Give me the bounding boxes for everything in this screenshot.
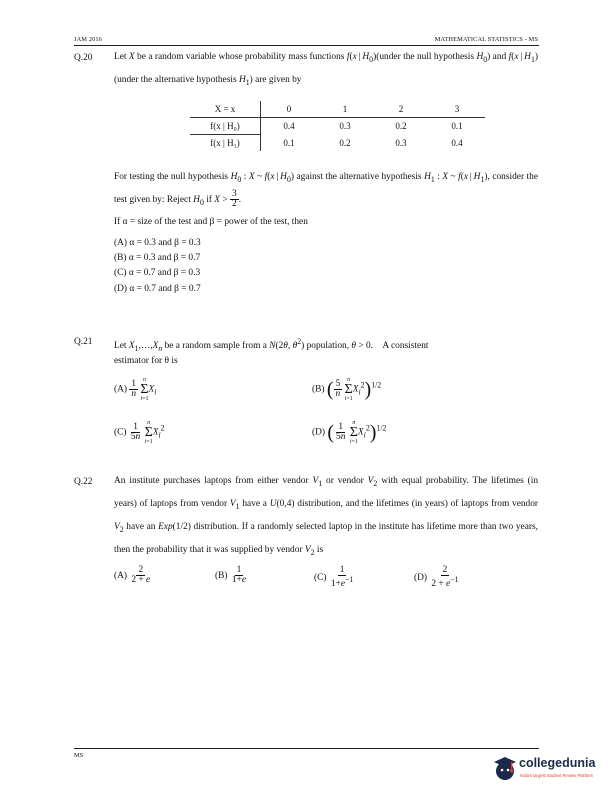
q21-line1: Let $X_1,\dots,X_n$ be a random sample from a N(2θ, $\theta^2$) population, θ > 0. A consistent: [114, 337, 429, 353]
q22-text: An institute purchases laptops from either vendor $V_1$ or vendor $V_2$ with equal probability. The lifetimes (in years) of laptops from vendor $V_1$ have a U(0,4) distribution, and the lifetimes (in years) of laptops from vendor $V_2$ have an Exp(1/2) distribution. If a randomly selected laptop in the institute has lifetime more than two years, then the probability that it was supplied by vendor $V_2$ is: [114, 476, 539, 557]
brand-tagline: India's largest Student Review Platform: [520, 773, 593, 778]
table-cell: 0.1: [451, 121, 463, 132]
table-cell: 0: [261, 101, 318, 118]
table-cell: 0.2: [339, 137, 351, 148]
q20-if-line: If α = size of the test and β = power of the test, then: [114, 217, 308, 227]
table-cell: 1: [317, 101, 373, 118]
brand-name: collegedunia: [519, 756, 596, 770]
footer-left: MS: [74, 752, 84, 759]
table-cell: 0.3: [339, 121, 351, 132]
header-left: JAM 2016: [74, 36, 102, 43]
table-cell: 0.4: [283, 121, 295, 132]
footer-rule: [74, 748, 539, 749]
q20-intro: Let X be a random variable whose probability mass functions f(x | $H_0)(under$ the null hypothesis $H_0$) and f(x | $H_1)(under$ the alternative hypothesis $H_1$) are given by: [114, 52, 538, 87]
table-cell: 3: [429, 101, 485, 118]
q20-option-d: (D) α = 0.7 and β = 0.7: [114, 284, 201, 294]
q20-option-a: (A) α = 0.3 and β = 0.3: [114, 238, 201, 248]
q20-number: Q.20: [74, 53, 93, 63]
q21-option-c: (C) $\frac{1}{5n}$ n Σ i=1 $X_i^2$: [114, 420, 165, 445]
q20-option-c: (C) α = 0.7 and β = 0.3: [114, 268, 201, 278]
graduation-cap-icon: [492, 754, 518, 782]
collegedunia-logo: [492, 752, 602, 784]
q21-number: Q.21: [74, 337, 93, 347]
table-header-x: X = x: [190, 101, 261, 118]
table-cell: 0.1: [283, 137, 295, 148]
pmf-table: [190, 101, 485, 151]
q22-number: Q.22: [74, 477, 93, 487]
table-cell: 2: [373, 101, 429, 118]
table-cell: 0.2: [395, 121, 407, 132]
q20-test-text: For testing the null hypothesis $H_0$ : X ~ f(x | $H_0$) against the alternative hypothesis $H_1$ : X ~ f(x | $H_1$), consider the test given by: Reject $H_0$ if X > $\frac{3}{2}$ .: [114, 172, 539, 210]
q22-option-a: (A) $\frac{2}{2 + e}$: [114, 565, 151, 586]
q22-option-c: (C) $\frac{1}{1+e^{-1}}$: [314, 565, 354, 590]
table-cell: 0.3: [395, 137, 407, 148]
q22-option-b: (B) $\frac{1}{1+e}$: [215, 565, 246, 586]
q22-option-d: (D) $\frac{2}{2 + e^{-1}}$: [414, 565, 459, 590]
q21-option-a: (A) $\frac{1}{n}$ n Σ i=1 $X_i$: [114, 377, 157, 402]
table-row-label-h0: f(x | H₀): [190, 118, 261, 135]
q21-option-b: (B) ( $\frac{5}{n}$ n Σ i=1 $X_i^2)^{1/2}$: [312, 377, 382, 402]
q21-line2: estimator for θ is: [114, 356, 178, 366]
header-right: MATHEMATICAL STATISTICS - MS: [434, 36, 538, 43]
header-rule: [74, 45, 539, 46]
table-cell: 0.4: [451, 137, 463, 148]
q20-option-b: (B) α = 0.3 and β = 0.7: [114, 253, 201, 263]
q21-option-d: (D) ( $\frac{1}{5n}$ n Σ i=1 $X_i^2)^{1/2}$: [312, 420, 387, 445]
table-row-label-h1: f(x | H₁): [190, 135, 261, 152]
